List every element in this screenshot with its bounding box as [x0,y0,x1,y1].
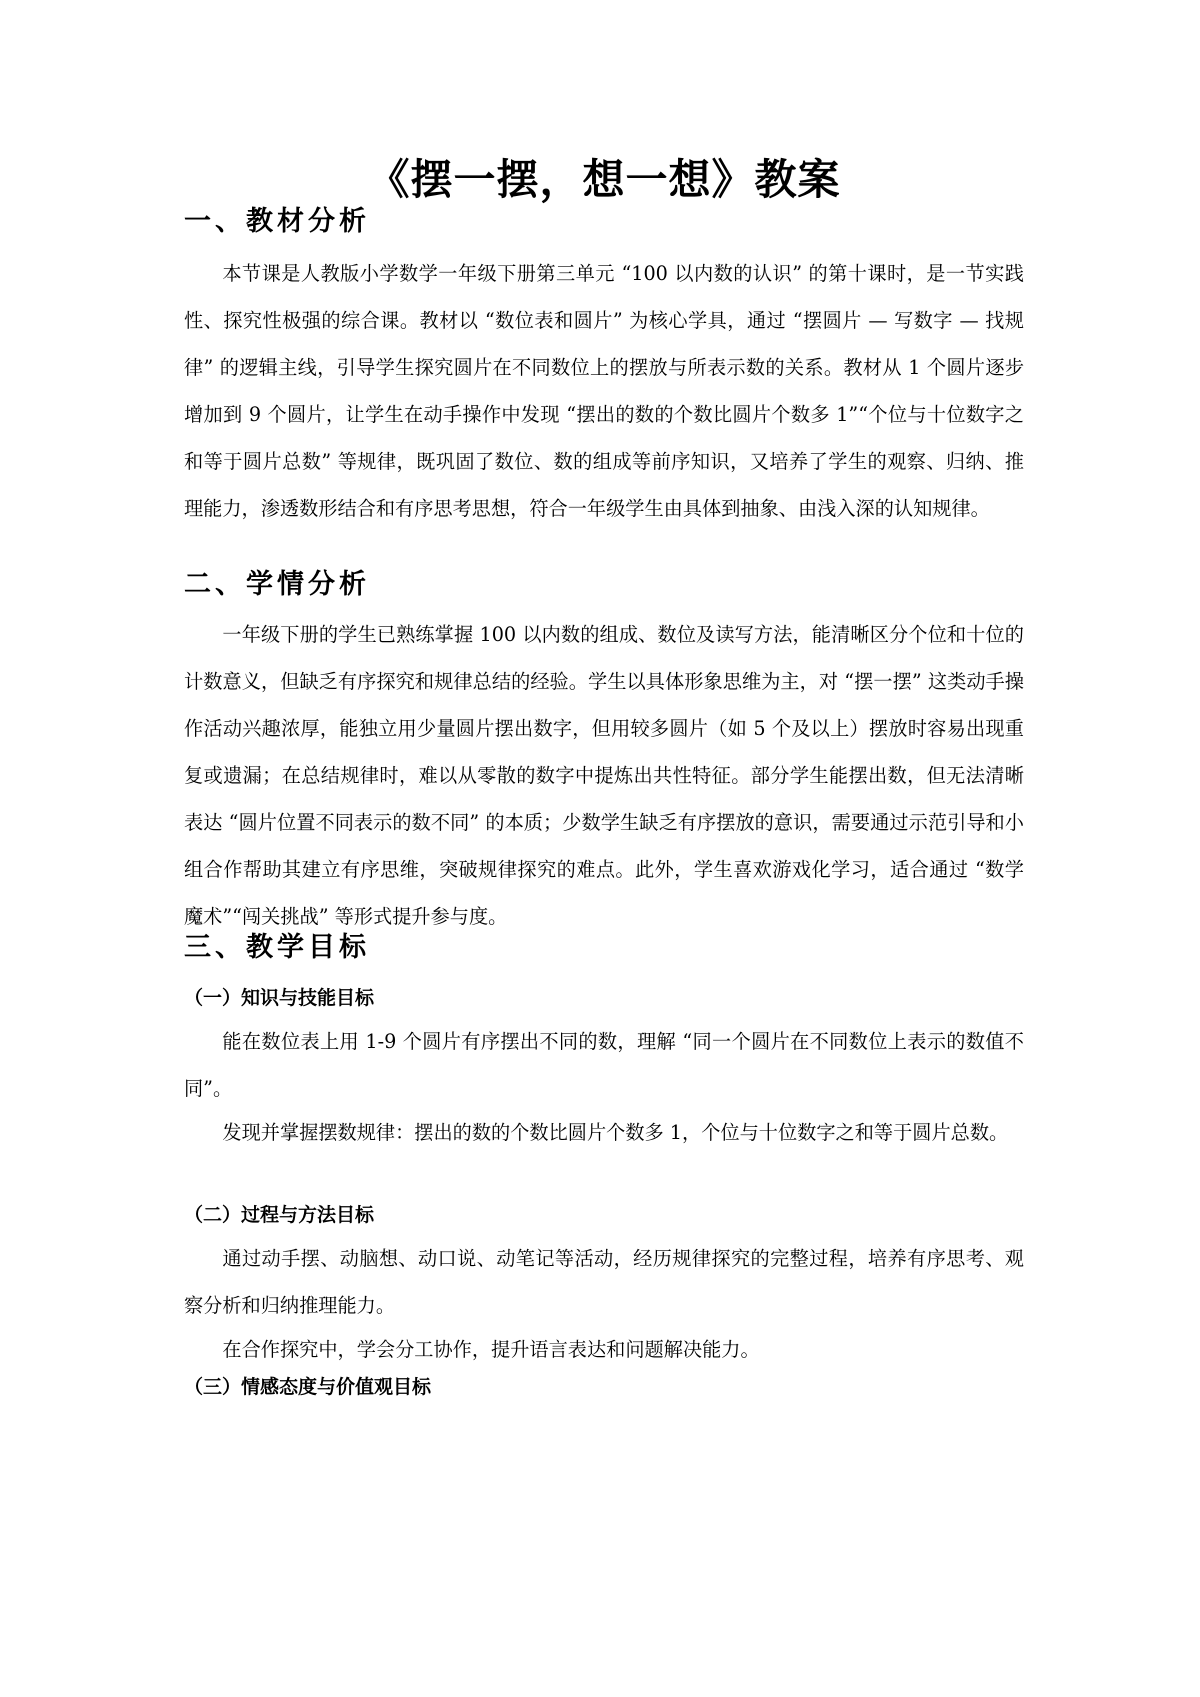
document-title: 《摆一摆，想一想》教案 [367,155,841,204]
paragraph-knowledge-goal-2: 发现并掌握摆数规律：摆出的数的个数比圆片个数多 1，个位与十位数字之和等于圆片总数。 [222,1121,1009,1144]
document-page [184,0,1024,1697]
section-heading-student-analysis: 二、学情分析 [184,569,370,600]
subheading-knowledge-skills: （一）知识与技能目标 [184,987,375,1009]
paragraph-knowledge-goal-1: 能在数位表上用 1-9 个圆片有序摆出不同的数，理解 “同一个圆片在不同数位上表示的数值不同”。 [184,1030,1024,1100]
subheading-emotion-values: （三）情感态度与价值观目标 [184,1376,432,1398]
subheading-process-method: （二）过程与方法目标 [184,1204,375,1226]
paragraph-textbook-analysis: 本节课是人教版小学数学一年级下册第三单元 “100 以内数的认识” 的第十课时，是一节实践性、探究性极强的综合课。教材以 “数位表和圆片” 为核心学具，通过 “摆圆片 — 写数字 — 找规律” 的逻辑主线，引导学生探究圆片在不同数位上的摆放与所表示数的关系。教材从 1 个圆片逐步增加到 9 个圆片，让学生在动手操作中发现 “摆出的数的个数比圆片个数多 1”“个位与十位数字之和等于圆片总数” 等规律，既巩固了数位、数的组成等前序知识，又培养了学生的观察、归纳、推理能力，渗透数形结合和有序思考思想，符合一年级学生由具体到抽象、由浅入深的认知规律。 [184,262,1024,520]
paragraph-process-goal-2: 在合作探究中，学会分工协作，提升语言表达和问题解决能力。 [222,1338,760,1361]
section-heading-teaching-goals: 三、教学目标 [184,932,370,963]
section-heading-textbook-analysis: 一、教材分析 [184,206,370,237]
paragraph-process-goal-1: 通过动手摆、动脑想、动口说、动笔记等活动，经历规律探究的完整过程，培养有序思考、观察分析和归纳推理能力。 [184,1247,1024,1317]
paragraph-student-analysis: 一年级下册的学生已熟练掌握 100 以内数的组成、数位及读写方法，能清晰区分个位和十位的计数意义，但缺乏有序探究和规律总结的经验。学生以具体形象思维为主，对 “摆一摆” 这类动手操作活动兴趣浓厚，能独立用少量圆片摆出数字，但用较多圆片（如 5 个及以上）摆放时容易出现重复或遗漏；在总结规律时，难以从零散的数字中提炼出共性特征。部分学生能摆出数，但无法清晰表达 “圆片位置不同表示的数不同” 的本质；少数学生缺乏有序摆放的意识，需要通过示范引导和小组合作帮助其建立有序思维，突破规律探究的难点。此外，学生喜欢游戏化学习，适合通过 “数学魔术”“闯关挑战” 等形式提升参与度。 [184,623,1024,928]
